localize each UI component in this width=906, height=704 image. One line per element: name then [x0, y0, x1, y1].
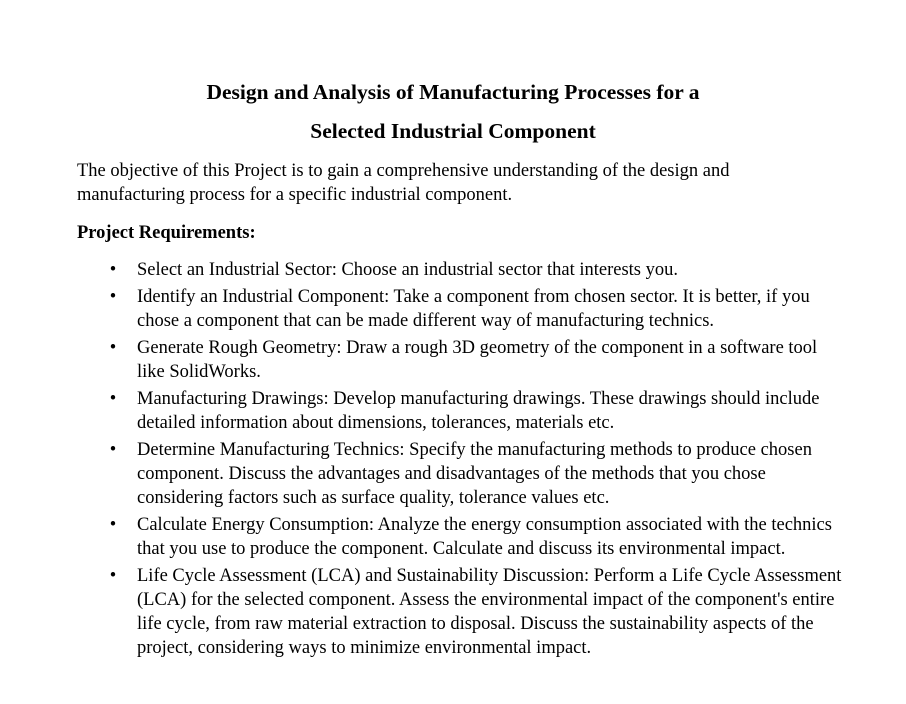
list-item-text: Manufacturing Drawings: Develop manufacturing drawings. These drawings should include detailed information about dimensions, tolerances, materials etc.	[137, 389, 820, 433]
bullet-icon: •	[109, 287, 117, 307]
list-item	[0, 513, 842, 561]
document-title-line-1: Design and Analysis of Manufacturing Processes for a	[206, 80, 700, 104]
bullet-icon: •	[109, 260, 117, 280]
list-item-text: Life Cycle Assessment (LCA) and Sustainability Discussion: Perform a Life Cycle Assessment (LCA) for the selected component. Assess the environmental impact of the component's entire life cycle, from raw material extraction to disposal. Discuss the sustainability aspects of the project, considering ways to minimize environmental impact.	[137, 566, 842, 658]
list-item-text: Calculate Energy Consumption: Analyze the energy consumption associated with the technics that you use to produce the component. Calculate and discuss its environmental impact.	[137, 515, 832, 559]
bullet-icon: •	[109, 440, 117, 460]
list-item	[0, 438, 842, 510]
list-item-text: Generate Rough Geometry: Draw a rough 3D geometry of the component in a software tool like SolidWorks.	[137, 338, 818, 382]
list-item-text: Identify an Industrial Component: Take a component from chosen sector. It is better, if you chose a component that can be made different way of manufacturing technics.	[137, 287, 810, 331]
list-item	[0, 285, 842, 333]
requirements-heading: Project Requirements:	[77, 223, 256, 243]
bullet-icon: •	[109, 566, 117, 586]
bullet-icon: •	[109, 389, 117, 409]
intro-paragraph: The objective of this Project is to gain a comprehensive understanding of the design and manufacturing process for a specific industrial component.	[77, 161, 730, 205]
bullet-icon: •	[109, 338, 117, 358]
document-title-line-2: Selected Industrial Component	[310, 119, 596, 143]
list-item	[0, 564, 842, 660]
list-item	[0, 336, 842, 384]
list-item-text: Select an Industrial Sector: Choose an industrial sector that interests you.	[137, 260, 678, 280]
list-item-text: Determine Manufacturing Technics: Specify the manufacturing methods to produce chosen component. Discuss the advantages and disadvantages of the methods that you chose considering factors such as surface quality, tolerance values etc.	[137, 440, 812, 508]
requirements-list	[0, 258, 906, 663]
list-item	[0, 258, 842, 282]
list-item	[0, 387, 842, 435]
bullet-icon: •	[109, 515, 117, 535]
